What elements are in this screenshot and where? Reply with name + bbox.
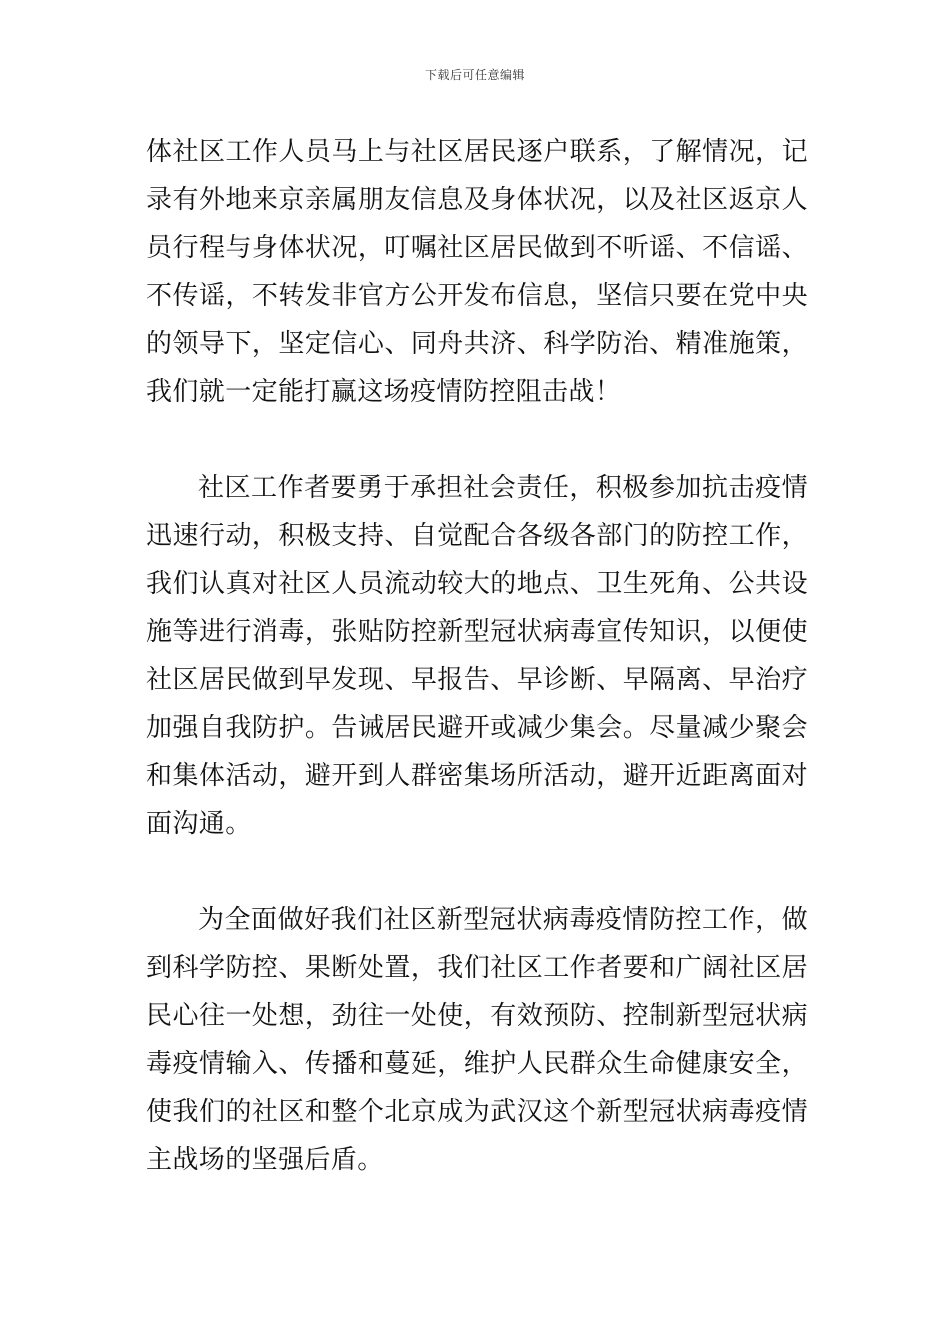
paragraph-prevention-work: 为全面做好我们社区新型冠状病毒疫情防控工作，做到科学防控、果断处置，我们社区工作者要和广阔社区居民心往一处想，劲往一处使，有效预防、控制新型冠状病毒疫情输入、传播和蔓延，维护人民群众生命健康安全，使我们的社区和整个北京成为武汉这个新型冠状病毒疫情主战场的坚强后盾。: [146, 905, 808, 1175]
header-note: 下载后可任意编辑: [424, 68, 525, 82]
paragraph-gap: [146, 848, 808, 896]
paragraph-social-responsibility: 社区工作者要勇于承担社会责任，积极参加抗击疫情迅速行动，积极支持、自觉配合各级各部门的防控工作，我们认真对社区人员流动较大的地点、卫生死角、公共设施等进行消毒，张贴防控新型冠状病毒宣传知识，以便使社区居民做到早发现、早报告、早诊断、早隔离、早治疗加强自我防护。告诫居民避开或减少集会。尽量减少聚会和集体活动，避开到人群密集场所活动，避开近距离面对面沟通。: [146, 473, 808, 839]
paragraph-continued: 体社区工作人员马上与社区居民逐户联系，了解情况，记录有外地来京亲属朋友信息及身体状况，以及社区返京人员行程与身体状况，叮嘱社区居民做到不听谣、不信谣、不传谣，不转发非官方公开发布信息，坚信只要在党中央的领导下，坚定信心、同舟共济、科学防治、精准施策，我们就一定能打赢这场疫情防控阻击战！: [146, 137, 808, 407]
paragraph-gap: [146, 416, 808, 464]
document-body: [146, 128, 808, 1184]
